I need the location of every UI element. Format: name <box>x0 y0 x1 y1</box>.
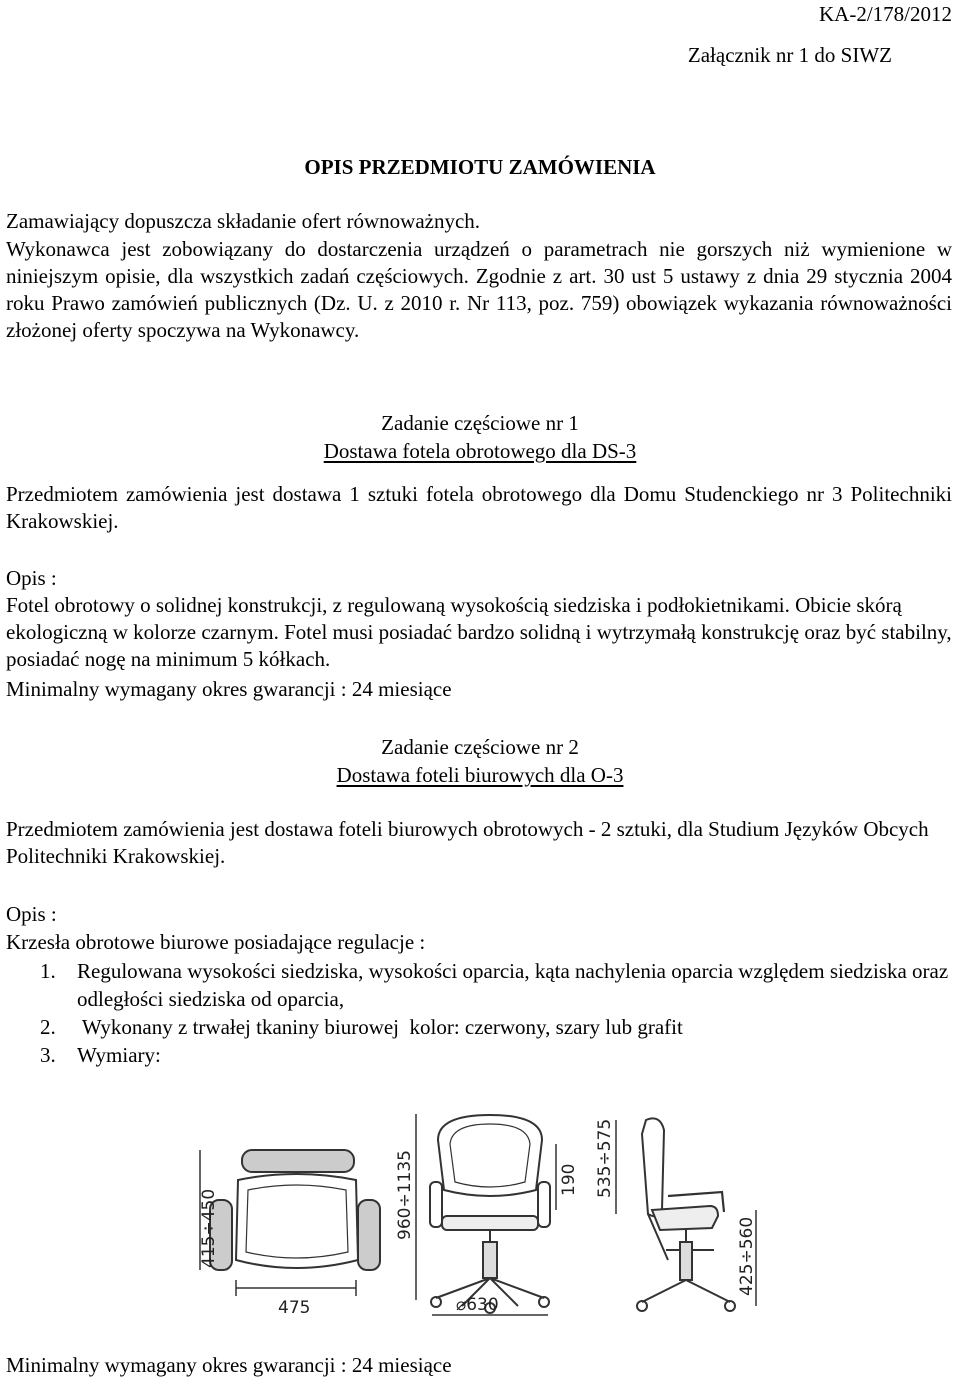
task2-warranty: Minimalny wymagany okres gwarancji : 24 miesiące <box>6 1353 452 1377</box>
task1-warranty: Minimalny wymagany okres gwarancji : 24 miesiące <box>6 677 452 701</box>
list-item-number: 2. <box>40 1015 56 1039</box>
list-item <box>40 1041 952 1069</box>
chair-front-view <box>430 1115 550 1313</box>
task1-subject: Przedmiotem zamówienia jest dostawa 1 sztuki fotela obrotowego dla Domu Studenckiego nr 3 Politechniki Krakowskiej. <box>6 482 952 533</box>
dimension-seat-height: 425÷560 <box>737 1216 757 1296</box>
chair-top-view <box>210 1150 380 1270</box>
task2-regulation-intro: Krzesła obrotowe biurowe posiadające regulacje : <box>6 930 426 954</box>
chair-dimension-drawing <box>190 1110 770 1330</box>
chair-side-view <box>637 1118 735 1311</box>
task2-heading: Zadanie częściowe nr 2 <box>381 735 579 759</box>
document-title: OPIS PRZEDMIOTU ZAMÓWIENIA <box>304 155 656 179</box>
dimension-back-height: 190 <box>559 1163 579 1196</box>
dimension-total-height: 960÷1135 <box>395 1150 415 1240</box>
intro-line: Zamawiający dopuszcza składanie ofert równoważnych. <box>6 209 481 233</box>
task2-subheading: Dostawa foteli biurowych dla O-3 <box>336 763 624 787</box>
task2-subject: Przedmiotem zamówienia jest dostawa foteli biurowych obrotowych - 2 sztuki, dla Studium Języków Obcych Politechniki Krakowskiej. <box>6 817 929 868</box>
list-item-number: 1. <box>40 959 56 983</box>
list-item-text: Wymiary: <box>77 1043 161 1067</box>
list-item <box>40 957 952 1013</box>
document-reference: KA-2/178/2012 <box>819 2 952 26</box>
list-item-text: Wykonany z trwałej tkaniny biurowej kolor: czerwony, szary lub grafit <box>77 1015 683 1039</box>
annex-label: Załącznik nr 1 do SIWZ <box>687 43 892 67</box>
list-item <box>40 1013 952 1041</box>
task1-description: Fotel obrotowy o solidnej konstrukcji, z regulowaną wysokością siedziska i podłokietnikami. Obicie skórą ekologiczną w kolorze czarnym. Fotel musi posiadać bardzo solidną i wytrzymałą konstrukcję oraz być stabilny, posiadać nogę na minimum 5 kółkach. <box>6 593 952 671</box>
intro-paragraph: Wykonawca jest zobowiązany do dostarczenia urządzeń o parametrach nie gorszych niż wymienione w niniejszym opisie, dla wszystkich zadań częściowych. Zgodnie z art. 30 ust 5 ustawy z dnia 29 stycznia 2004 roku Prawo zamówień publicznych (Dz. U. z 2010 r. Nr 113, poz. 759) obowiązek wykazania równoważności złożonej oferty spoczywa na Wykonawcy. <box>6 237 952 342</box>
task1-subheading: Dostawa fotela obrotowego dla DS-3 <box>323 439 637 463</box>
task1-heading: Zadanie częściowe nr 1 <box>381 411 579 435</box>
task1-opis-label: Opis : <box>6 566 57 590</box>
dimension-seat-depth: 415÷450 <box>199 1188 219 1268</box>
dimension-back-adjust: 535÷575 <box>595 1118 615 1198</box>
list-item-text: Regulowana wysokości siedziska, wysokości oparcia, kąta nachylenia oparcia względem siedziska oraz odległości siedziska od oparcia, <box>77 959 949 1011</box>
task2-opis-label: Opis : <box>6 902 57 926</box>
list-item-number: 3. <box>40 1043 56 1067</box>
dimension-seat-width: 475 <box>278 1298 311 1318</box>
dimension-base-diameter: ⌀630 <box>456 1295 499 1315</box>
